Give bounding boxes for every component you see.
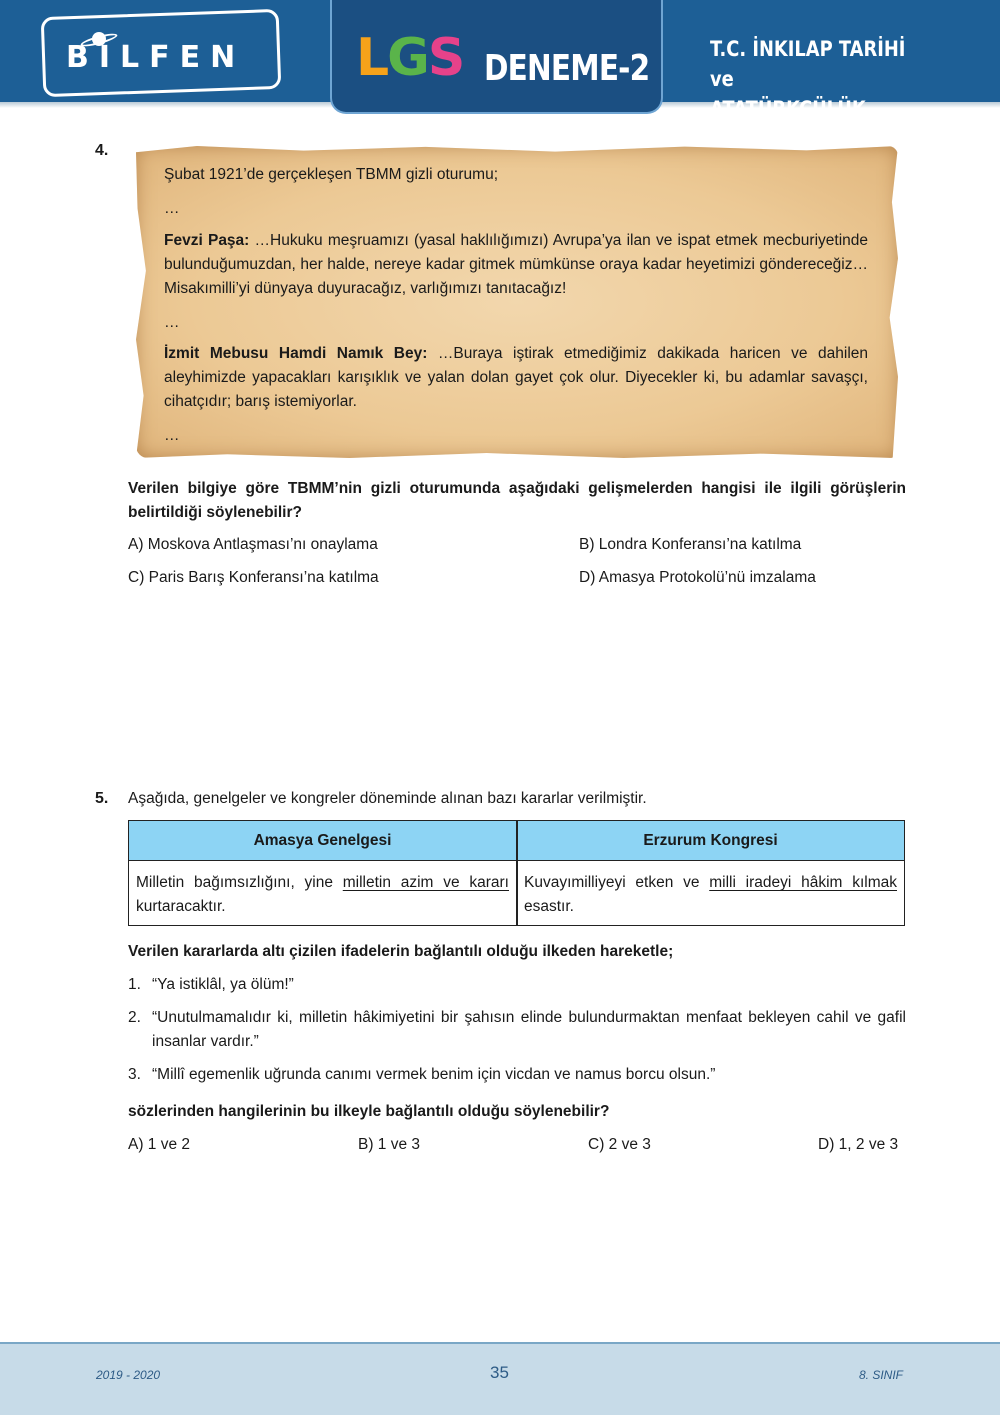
passage-speech-hamdi	[164, 342, 868, 414]
q4-option-a[interactable]: A) Moskova Antlaşması’nı onaylama	[128, 536, 378, 553]
speaker-hamdi-namik: İzmit Mebusu Hamdi Namık Bey:	[164, 345, 428, 362]
speech-fevzi-pasa: …Hukuku meşruamızı (yasal haklılığımızı) Avrupa’ya ilan ve ispat etmek mecburiyetinde bulunduğumuzdan, her halde, nereye kadar gitmek mümkünse oraya kadar heyetimizi göndereceğiz… Misakımilli’yi dünyaya duyuracağız, varlığımızı tanıtacağız!	[164, 232, 869, 297]
table-cell-erzurum	[517, 862, 904, 925]
test-name: DENEME-2	[484, 48, 650, 89]
passage-ellipsis-3: …	[164, 427, 180, 444]
brand-logo-text: BILFEN	[66, 40, 246, 75]
exam-logo	[356, 28, 463, 88]
q5-option-d[interactable]: D) 1, 2 ve 3	[818, 1136, 899, 1153]
question-5-number: 5.	[95, 790, 109, 807]
exam-logo-l: L	[356, 28, 388, 88]
quote-number: 1.	[128, 976, 141, 993]
amasya-text-end: kurtaracaktır.	[136, 898, 226, 915]
subject-title	[710, 34, 931, 124]
q5-option-c[interactable]: C) 2 ve 3	[588, 1136, 651, 1153]
page-number: 35	[490, 1363, 509, 1382]
erzurum-text-end: esastır.	[524, 898, 574, 915]
erzurum-text-start: Kuvayımilliyeyi etken ve	[524, 874, 710, 891]
amasya-text-start: Milletin bağımsızlığını, yine	[136, 874, 343, 891]
exam-logo-g: G	[387, 28, 428, 88]
q4-option-d[interactable]: D) Amasya Protokolü’nü imzalama	[579, 569, 816, 586]
quote-text: “Unutulmamalıdır ki, milletin hâkimiyetini bir şahısın elinde bulundurmaktan menfaat bekleyen cahil ve gafil insanlar vardır.”	[152, 1009, 906, 1050]
quote-number: 3.	[128, 1066, 141, 1083]
question-5-stem: sözlerinden hangilerinin bu ilkeyle bağlantılı olduğu söylenebilir?	[128, 1103, 610, 1120]
table-cell-amasya	[129, 862, 516, 925]
q5-option-a[interactable]: A) 1 ve 2	[128, 1136, 191, 1153]
q4-option-c[interactable]: C) Paris Barış Konferansı’na katılma	[128, 569, 379, 586]
question-4-stem: Verilen bilgiye göre TBMM’nin gizli oturumunda aşağıdaki gelişmelerden hangisi ile ilgili görüşlerin belirtildiği söylenebilir?	[128, 480, 906, 521]
speech-hamdi-namik: …Buraya iştirak etmediğimiz dakikada haricen ve dahilen aleyhimizde yapacakları karışıklık ve yalan dolan gayet çok olur. Diyecekler ki, bu adamlar savaşçı, cihatçıdır; barış istemiyorlar.	[164, 345, 869, 410]
quote-number: 2.	[128, 1009, 141, 1026]
table-header-amasya: Amasya Genelgesi	[129, 821, 516, 861]
question-4-number: 4.	[95, 142, 109, 159]
table-header-erzurum: Erzurum Kongresi	[517, 821, 904, 861]
exam-logo-s: S	[427, 28, 464, 88]
erzurum-underlined-phrase: milli iradeyi hâkim kılmak	[709, 874, 897, 891]
q4-option-b[interactable]: B) Londra Konferansı’na katılma	[579, 536, 802, 553]
question-5-lead: Verilen kararlarda altı çizilen ifadelerin bağlantılı olduğu ilkeden hareketle;	[128, 943, 674, 960]
quote-text: “Millî egemenlik uğrunda canımı vermek benim için vicdan ve namus borcu olsun.”	[152, 1066, 716, 1083]
q5-option-b[interactable]: B) 1 ve 3	[358, 1136, 421, 1153]
footer-grade: 8. SINIF	[859, 1368, 904, 1382]
amasya-underlined-phrase: milletin azim ve kararı	[342, 874, 509, 891]
decisions-table	[128, 820, 905, 926]
subject-line-2: ATATÜRKÇÜLÜK	[710, 97, 866, 121]
passage-intro: Şubat 1921’de gerçekleşen TBMM gizli oturumu;	[164, 166, 498, 183]
passage-speech-fevzi	[164, 229, 868, 301]
quote-text: “Ya istiklâl, ya ölüm!”	[152, 976, 294, 993]
speaker-fevzi-pasa: Fevzi Paşa:	[164, 232, 250, 249]
passage-ellipsis-2: …	[164, 314, 180, 331]
passage-ellipsis-1: …	[164, 200, 180, 217]
subject-line-1: T.C. İNKILAP TARİHİ ve	[710, 37, 906, 91]
footer-year: 2019 - 2020	[96, 1368, 161, 1382]
question-5-intro: Aşağıda, genelgeler ve kongreler döneminde alınan bazı kararlar verilmiştir.	[128, 790, 647, 807]
